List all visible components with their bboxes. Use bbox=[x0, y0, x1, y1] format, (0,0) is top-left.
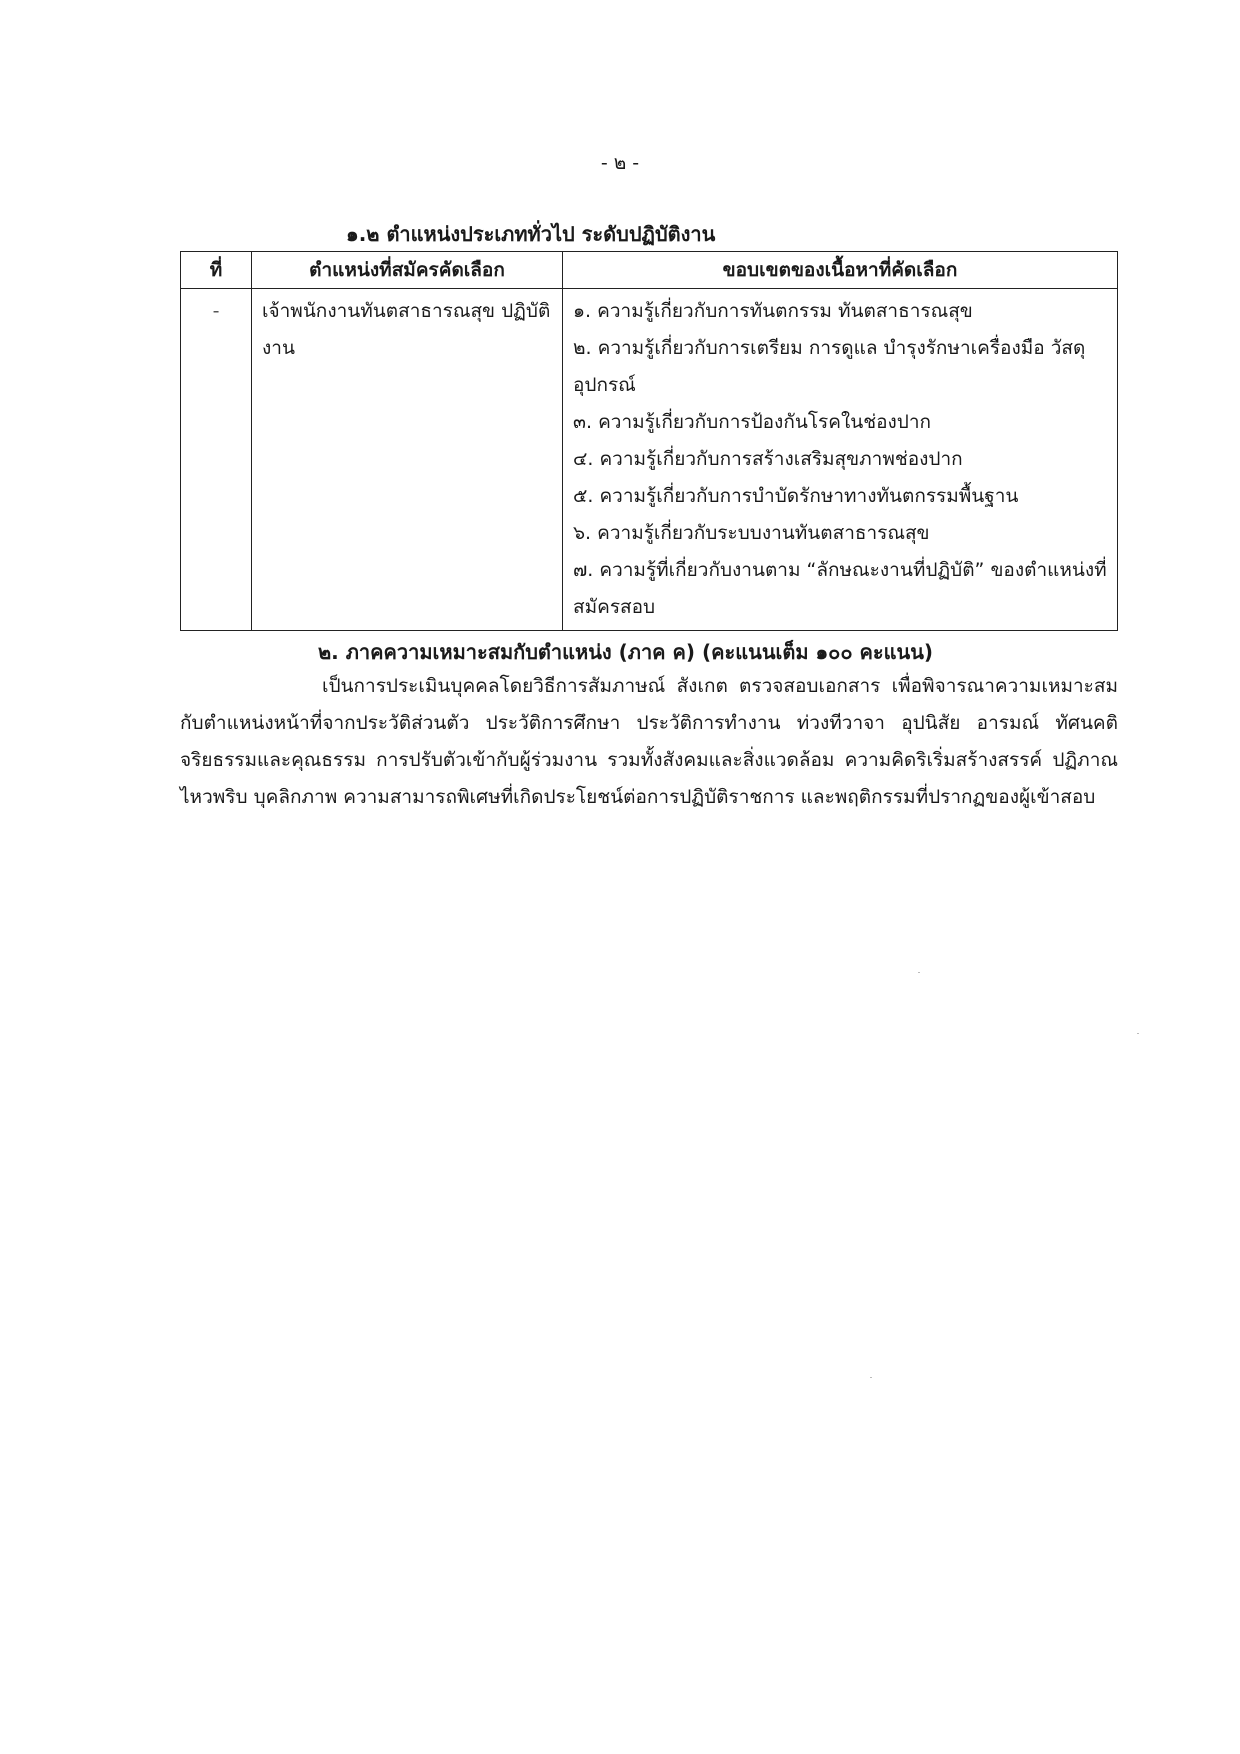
scope-list bbox=[573, 293, 1107, 626]
table-header-row bbox=[181, 252, 1118, 289]
section-2-body: เป็นการประเมินบุคคลโดยวิธีการสัมภาษณ์ สังเกต ตรวจสอบเอกสาร เพื่อพิจารณาความเหมาะสมกับตำแหน่งหน้าที่จากประวัติส่วนตัว ประวัติการศึกษา ประวัติการทำงาน ท่วงทีวาจา อุปนิสัย อารมณ์ ทัศนคติ จริยธรรมและคุณธรรม การปรับตัวเข้ากับผู้ร่วมงาน รวมทั้งสังคมและสิ่งแวดล้อม ความคิดริเริ่มสร้างสรรค์ ปฏิภาณไหวพริบ บุคลิกภาพ ความสามารถพิเศษที่เกิดประโยชน์ต่อการปฏิบัติราชการ และพฤติกรรมที่ปรากฏของผู้เข้าสอบ bbox=[180, 675, 1118, 808]
header-position: ตำแหน่งที่สมัครคัดเลือก bbox=[252, 252, 563, 289]
scope-item: ๓. ความรู้เกี่ยวกับการป้องกันโรคในช่องปาก bbox=[573, 411, 932, 433]
scope-item: ๑. ความรู้เกี่ยวกับการทันตกรรม ทันตสาธารณสุข bbox=[573, 300, 973, 322]
scope-item: ๕. ความรู้เกี่ยวกับการบำบัดรักษาทางทันตกรรมพื้นฐาน bbox=[573, 485, 1019, 507]
header-scope: ขอบเขตของเนื้อหาที่คัดเลือก bbox=[563, 252, 1118, 289]
scope-item: ๖. ความรู้เกี่ยวกับระบบงานทันตสาธารณสุข bbox=[573, 522, 930, 544]
scope-item: ๒. ความรู้เกี่ยวกับการเตรียม การดูแล บำรุงรักษาเครื่องมือ วัสดุ อุปกรณ์ bbox=[573, 337, 1086, 396]
header-no: ที่ bbox=[181, 252, 252, 289]
section-2-title: ๒. ภาคความเหมาะสมกับตำแหน่ง (ภาค ค) (คะแนนเต็ม ๑๐๐ คะแนน) bbox=[318, 640, 934, 664]
cell-no: - bbox=[181, 289, 252, 631]
table-row bbox=[181, 289, 1118, 631]
section-1-2-title: ๑.๒ ตำแหน่งประเภททั่วไป ระดับปฏิบัติงาน bbox=[346, 222, 716, 246]
cell-position: เจ้าพนักงานทันตสาธารณสุข ปฏิบัติงาน bbox=[252, 289, 563, 631]
exam-scope-table bbox=[180, 251, 1118, 631]
page-number: - ๒ - bbox=[600, 152, 640, 174]
cell-scope bbox=[563, 289, 1118, 631]
scan-speck bbox=[1137, 1033, 1139, 1034]
scope-item: ๗. ความรู้ที่เกี่ยวกับงานตาม “ลักษณะงานที่ปฏิบัติ” ของตำแหน่งที่สมัครสอบ bbox=[573, 559, 1107, 618]
scan-speck bbox=[870, 1377, 872, 1378]
scan-speck bbox=[918, 972, 920, 973]
scope-item: ๔. ความรู้เกี่ยวกับการสร้างเสริมสุขภาพช่องปาก bbox=[573, 448, 963, 470]
